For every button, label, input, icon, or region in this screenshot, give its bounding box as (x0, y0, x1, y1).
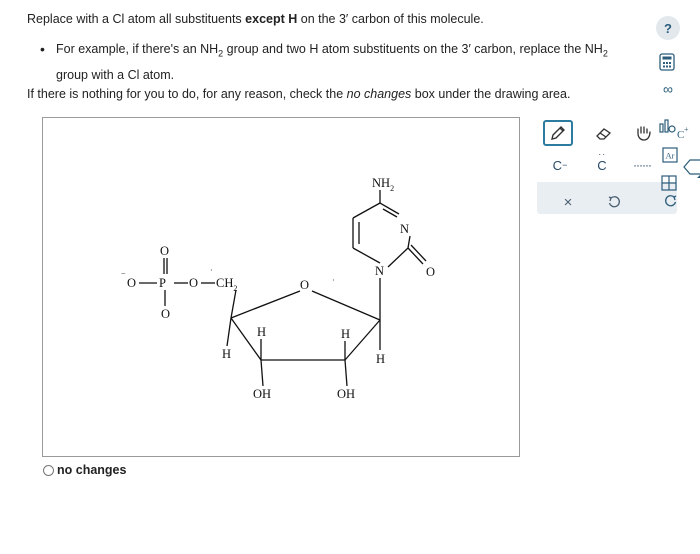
lone-pair-tool-button[interactable]: ·· C (597, 148, 607, 173)
ring-o-dot: · (332, 276, 335, 285)
redo-icon (664, 194, 678, 208)
grid-icon (661, 175, 677, 191)
instruction-emphasis: except H (245, 12, 298, 26)
no-changes-label: no changes (57, 463, 127, 477)
ring-template-icon[interactable] (680, 156, 700, 178)
example-bullet: • For example, if there's an $NH_2$ group and two H atom substituents on the 3′ carbon, replace the $NH_2$ group with a Cl atom. (40, 41, 608, 82)
h-c3: H (257, 325, 267, 339)
svg-text:+: + (684, 125, 689, 134)
oh-c3: OH (253, 387, 272, 401)
phosphorus-atom: P (159, 276, 166, 290)
eraser-tool-button[interactable] (587, 118, 621, 148)
text-box-icon (662, 147, 678, 163)
pencil-icon (549, 124, 567, 142)
phosphate-o-double: O (160, 244, 170, 258)
no-changes-checkbox[interactable] (43, 463, 126, 477)
base-carbonyl-o: O (426, 265, 436, 279)
base-n3: N (400, 222, 410, 236)
ring-oxygen: O (300, 278, 310, 292)
undo-icon (607, 195, 621, 209)
clear-button[interactable]: × (563, 193, 573, 211)
phosphate-o-left: O (127, 276, 137, 290)
ch2-dot: · (210, 266, 213, 275)
phosphate-o-bridge: O (189, 276, 199, 290)
svg-text:Ar: Ar (665, 150, 675, 161)
h-c4: H (222, 347, 232, 361)
calculator-icon (659, 53, 675, 71)
phosphate-o-bottom: O (161, 307, 171, 321)
undo-button[interactable] (597, 187, 631, 217)
ch2-label: $CH_2$ (216, 276, 238, 293)
atom-text-button[interactable] (661, 146, 679, 164)
carbanion-tool-button[interactable]: C − (552, 157, 568, 173)
calculator-button[interactable] (657, 52, 677, 72)
right-sidebar (652, 10, 692, 210)
pencil-tool-button[interactable] (543, 120, 573, 146)
eraser-icon (594, 125, 614, 141)
structure-templates-button[interactable] (658, 118, 688, 142)
periodic-infinity-button[interactable]: ∞ (663, 81, 673, 97)
instruction-line: Replace with a Cl atom all substituents except H on the 3′ carbon of this molecule. (27, 12, 484, 26)
redo-button[interactable] (664, 194, 678, 208)
hand-icon (634, 124, 654, 142)
molecule-drawing[interactable] (43, 118, 519, 456)
no-changes-note: If there is nothing for you to do, for any reason, check the no changes box under the drawing area. (27, 87, 571, 101)
drawing-area[interactable] (42, 117, 520, 457)
help-button[interactable]: ? (656, 16, 680, 40)
dashed-bond-tool-button[interactable]: ······ (633, 158, 651, 172)
nh2-label: $NH_2$ (372, 176, 395, 193)
bullet-dot-icon: • (40, 41, 45, 57)
svg-text:C: C (677, 129, 685, 141)
no-changes-radio[interactable] (43, 465, 54, 476)
o-left-charge: − (121, 269, 126, 278)
grid-tool-button[interactable] (660, 174, 678, 192)
h-c2: H (341, 327, 351, 341)
oh-c2: OH (337, 387, 356, 401)
templates-icon (658, 118, 688, 142)
base-n1: N (375, 264, 385, 278)
h-c1: H (376, 352, 386, 366)
